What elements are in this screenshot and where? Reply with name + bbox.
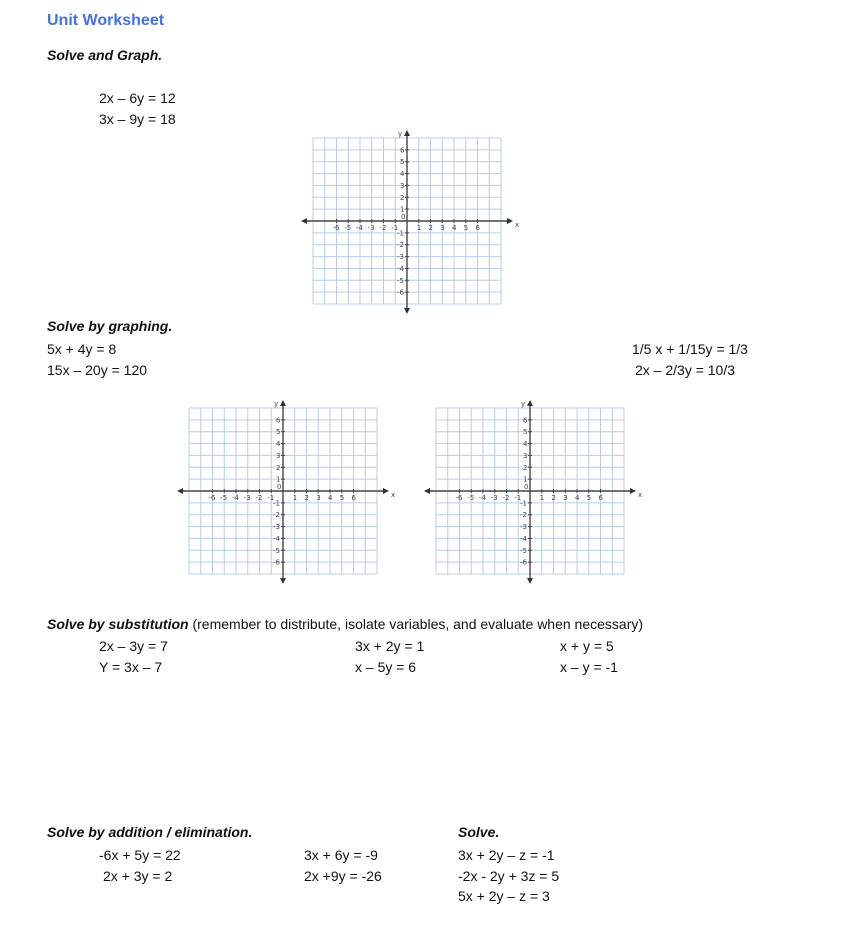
y-axis-label: y (398, 130, 403, 138)
equation: x – 5y = 6 (355, 659, 417, 675)
equation: -2x - 2y + 3z = 5 (458, 868, 560, 884)
equation: 5x + 2y – z = 3 (458, 888, 550, 904)
x-axis-arrow-right-icon (383, 488, 389, 494)
y-axis-label: y (521, 400, 526, 408)
y-axis-arrow-down-icon (404, 308, 410, 314)
page-title: Unit Worksheet (47, 12, 165, 29)
y-tick-label: -6 (273, 558, 280, 567)
x-axis-label: x (391, 491, 396, 499)
x-tick-label: 3 (440, 224, 445, 232)
y-tick-label: 3 (523, 451, 528, 460)
y-tick-label: -3 (520, 523, 527, 532)
equation: 3x + 2y – z = -1 (458, 847, 555, 863)
x-tick-label: 4 (328, 494, 333, 502)
y-axis-arrow-down-icon (527, 578, 533, 584)
y-tick-label: -4 (397, 264, 404, 273)
y-tick-label: -6 (520, 558, 527, 567)
y-tick-label: -5 (273, 546, 280, 555)
y-tick-label: -4 (520, 534, 527, 543)
x-axis-label: x (515, 221, 520, 229)
x-axis-arrow-left-icon (424, 488, 430, 494)
x-tick-label: -2 (502, 494, 510, 502)
y-tick-label: 3 (400, 181, 405, 190)
y-axis-label: y (274, 400, 279, 408)
y-tick-label: 1 (276, 475, 281, 484)
y-tick-label: 6 (276, 416, 281, 425)
section-substitution-line (47, 616, 643, 632)
coordinate-grid-1 (300, 128, 520, 318)
equation: 3x + 6y = -9 (304, 847, 378, 863)
x-tick-label: -6 (208, 494, 216, 502)
y-tick-label: 4 (276, 440, 281, 449)
y-tick-label: -1 (273, 499, 280, 508)
y-tick-label: -2 (397, 241, 404, 250)
x-tick-label: 5 (463, 224, 469, 232)
y-tick-label: 2 (276, 463, 281, 472)
x-tick-label: 4 (575, 494, 580, 502)
y-tick-label: 5 (523, 428, 528, 437)
equation: 2x +9y = -26 (304, 868, 382, 884)
x-tick-label: -3 (367, 224, 375, 232)
x-tick-label: -4 (479, 494, 486, 502)
x-tick-label: 1 (416, 224, 422, 232)
y-tick-label: -5 (520, 546, 527, 555)
substitution-note: (remember to distribute, isolate variables, and evaluate when necessary) (188, 616, 644, 632)
section-heading-solve-by-graphing: Solve by graphing. (47, 318, 173, 334)
equation: -6x + 5y = 22 (99, 847, 181, 863)
equation: 3x – 9y = 18 (99, 111, 176, 127)
y-tick-label: 4 (400, 170, 405, 179)
x-tick-label: -5 (220, 494, 228, 502)
x-tick-label: 4 (452, 224, 457, 232)
y-tick-label: 5 (400, 158, 405, 167)
y-tick-label: -3 (397, 253, 404, 262)
x-tick-label: 5 (586, 494, 592, 502)
x-tick-label: -1 (514, 494, 522, 502)
y-tick-label: 1 (523, 475, 528, 484)
x-tick-label: -6 (332, 224, 340, 232)
equation: 5x + 4y = 8 (47, 341, 117, 357)
section-heading-substitution: Solve by substitution (47, 616, 189, 632)
origin-label: 0 (524, 483, 529, 491)
equation: 2x – 3y = 7 (99, 638, 168, 654)
y-tick-label: 1 (400, 205, 405, 214)
x-tick-label: -1 (267, 494, 275, 502)
x-tick-label: 2 (304, 494, 309, 502)
x-tick-label: -5 (467, 494, 475, 502)
x-tick-label: 3 (563, 494, 568, 502)
x-tick-label: -6 (455, 494, 463, 502)
equation: 2x + 3y = 2 (103, 868, 173, 884)
section-heading-solve-and-graph: Solve and Graph. (47, 47, 163, 63)
equation: 2x – 2/3y = 10/3 (635, 362, 736, 378)
y-tick-label: 4 (523, 440, 528, 449)
section-heading-elimination: Solve by addition / elimination. (47, 824, 253, 840)
y-tick-label: -4 (273, 534, 280, 543)
x-tick-label: 5 (339, 494, 345, 502)
x-tick-label: -1 (391, 224, 399, 232)
equation: 3x + 2y = 1 (355, 638, 425, 654)
x-tick-label: -4 (356, 224, 363, 232)
equation: x – y = -1 (560, 659, 618, 675)
y-tick-label: 6 (400, 146, 405, 155)
x-tick-label: 6 (351, 494, 356, 502)
y-tick-label: 6 (523, 416, 528, 425)
coordinate-grid-2 (173, 398, 396, 593)
y-axis-arrow-up-icon (404, 130, 410, 136)
y-tick-label: -3 (273, 523, 280, 532)
x-tick-label: 2 (551, 494, 556, 502)
y-tick-label: -1 (520, 499, 527, 508)
x-axis-label: x (638, 491, 643, 499)
y-tick-label: 2 (523, 463, 528, 472)
y-tick-label: 3 (276, 451, 281, 460)
origin-label: 0 (401, 213, 406, 221)
equation: x + y = 5 (560, 638, 614, 654)
x-tick-label: -4 (232, 494, 239, 502)
y-tick-label: -1 (397, 229, 404, 238)
x-axis-arrow-right-icon (630, 488, 636, 494)
x-tick-label: -2 (379, 224, 387, 232)
x-axis-arrow-left-icon (177, 488, 183, 494)
x-tick-label: -5 (344, 224, 352, 232)
y-tick-label: 2 (400, 193, 405, 202)
y-axis-arrow-down-icon (280, 578, 286, 584)
y-tick-label: -6 (397, 288, 404, 297)
x-axis-arrow-right-icon (507, 218, 513, 224)
x-axis-arrow-left-icon (301, 218, 307, 224)
x-tick-label: 6 (598, 494, 603, 502)
y-tick-label: -2 (520, 511, 527, 520)
x-tick-label: 6 (475, 224, 480, 232)
origin-label: 0 (277, 483, 282, 491)
y-tick-label: 5 (276, 428, 281, 437)
y-tick-label: -5 (397, 276, 404, 285)
x-tick-label: -2 (255, 494, 263, 502)
equation: 15x – 20y = 120 (47, 362, 148, 378)
x-tick-label: 1 (292, 494, 298, 502)
y-tick-label: -2 (273, 511, 280, 520)
x-tick-label: -3 (490, 494, 498, 502)
y-axis-arrow-up-icon (527, 400, 533, 406)
x-tick-label: 2 (428, 224, 433, 232)
equation: Y = 3x – 7 (99, 659, 163, 675)
coordinate-grid-3 (412, 398, 644, 593)
y-axis-arrow-up-icon (280, 400, 286, 406)
x-tick-label: 3 (316, 494, 321, 502)
equation: 1/5 x + 1/15y = 1/3 (632, 341, 748, 357)
x-tick-label: 1 (539, 494, 545, 502)
equation: 2x – 6y = 12 (99, 90, 176, 106)
x-tick-label: -3 (243, 494, 251, 502)
section-heading-solve: Solve. (458, 824, 500, 840)
